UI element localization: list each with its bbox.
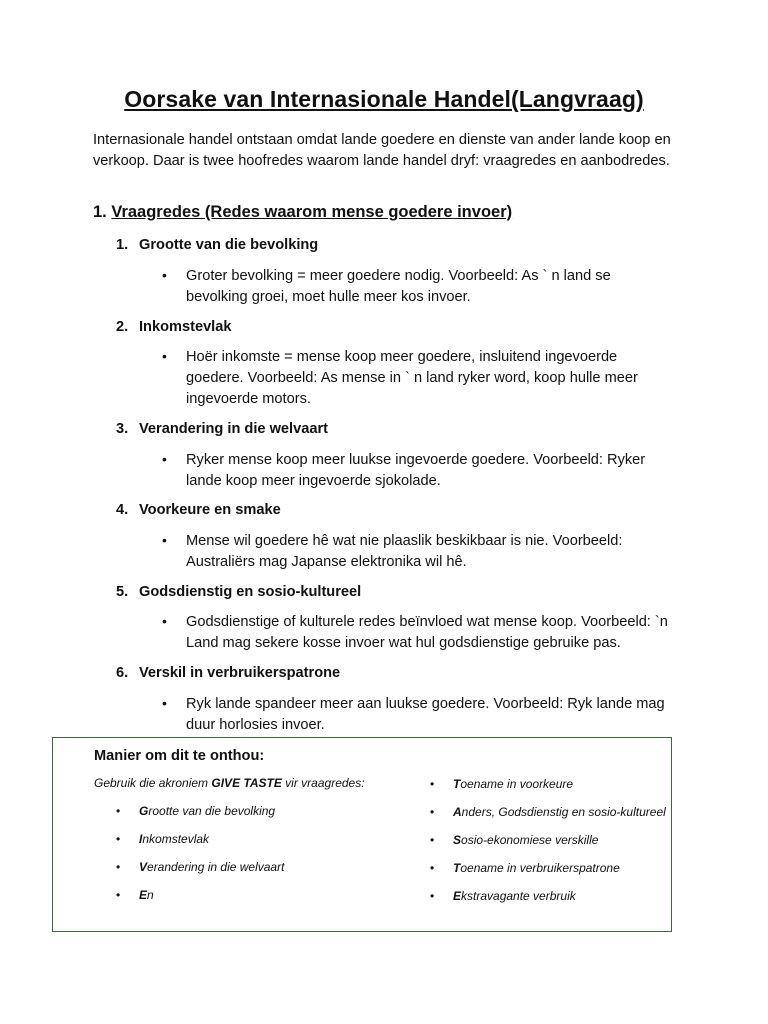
acronym-letter: G bbox=[139, 804, 149, 818]
reason-title: Grootte van die bevolking bbox=[139, 237, 319, 253]
reason-title: Verandering in die welvaart bbox=[139, 421, 328, 437]
memory-intro-text: Gebruik die akroniem bbox=[94, 776, 212, 790]
bullet-icon: • bbox=[162, 451, 167, 467]
acronym-word: erandering in die welvaart bbox=[147, 860, 285, 874]
acronym-word: rootte van die bevolking bbox=[148, 804, 276, 818]
acronym-word: nders, Godsdienstig en sosio-kultureel bbox=[461, 805, 666, 819]
acronym-word: osio-ekonomiese verskille bbox=[461, 833, 599, 847]
acronym-letter: T bbox=[453, 777, 461, 791]
reason-description: Mense wil goedere hê wat nie plaaslik beskikbaar is nie. Voorbeeld: Australiërs mag Japanse elektronika wil hê. bbox=[186, 533, 623, 570]
bullet-icon: • bbox=[116, 860, 121, 874]
acronym-letter: A bbox=[453, 805, 462, 819]
reason-heading bbox=[116, 237, 318, 253]
reason-description: Ryk lande spandeer meer aan luukse goedere. Voorbeeld: Ryk lande mag duur horlosies invoer. bbox=[186, 696, 665, 733]
acronym-word: oename in verbruikerspatrone bbox=[460, 861, 620, 875]
acronym-letter: E bbox=[453, 889, 462, 903]
bullet-icon: • bbox=[116, 888, 121, 902]
bullet-icon: • bbox=[430, 861, 435, 875]
bullet-icon: • bbox=[430, 889, 435, 903]
memory-aid-intro bbox=[94, 776, 365, 790]
reason-heading bbox=[116, 502, 281, 518]
bullet-icon: • bbox=[162, 532, 167, 548]
reason-heading bbox=[116, 421, 328, 437]
bullet-icon: • bbox=[162, 348, 167, 364]
reason-heading bbox=[116, 665, 340, 681]
acronym-word: oename in voorkeure bbox=[460, 777, 574, 791]
bullet-icon: • bbox=[116, 832, 121, 846]
reason-description: Ryker mense koop meer luukse ingevoerde goedere. Voorbeeld: Ryker lande koop meer ingevoerde sjokolade. bbox=[186, 452, 646, 489]
section-title: Vraagredes (Redes waarom mense goedere invoer) bbox=[111, 203, 513, 221]
reason-heading bbox=[116, 319, 231, 335]
acronym-letter: S bbox=[453, 833, 462, 847]
memory-aid-title: Manier om dit te onthou: bbox=[94, 748, 265, 764]
reason-number: 1. bbox=[116, 237, 129, 253]
reason-title: Inkomstevlak bbox=[139, 319, 232, 335]
bullet-icon: • bbox=[430, 777, 435, 791]
acronym-word: kstravagante verbruik bbox=[461, 889, 576, 903]
memory-aid-box bbox=[52, 737, 672, 932]
bullet-icon: • bbox=[430, 805, 435, 819]
section-heading bbox=[93, 203, 512, 222]
reason-description: Hoër inkomste = mense koop meer goedere, insluitend ingevoerde goedere. Voorbeeld: As mense in ` n land ryker word, koop hulle meer ingevoerde motors. bbox=[186, 349, 638, 407]
acronym-letter: V bbox=[139, 860, 148, 874]
acronym-letter: E bbox=[139, 888, 148, 902]
reason-title: Voorkeure en smake bbox=[139, 502, 281, 518]
reason-description: Groter bevolking = meer goedere nodig. Voorbeeld: As ` n land se bevolking groei, moet hulle meer kos invoer. bbox=[186, 268, 611, 305]
acronym-letter: I bbox=[139, 832, 143, 846]
reason-number: 4. bbox=[116, 502, 129, 518]
reason-number: 5. bbox=[116, 584, 129, 600]
reason-description: Godsdienstige of kulturele redes beïnvloed wat mense koop. Voorbeeld: `n Land mag sekere kosse invoer wat hul godsdienstige gebruike pas. bbox=[186, 614, 668, 651]
reason-title: Verskil in verbruikerspatrone bbox=[139, 665, 341, 681]
reason-number: 2. bbox=[116, 319, 129, 335]
bullet-icon: • bbox=[116, 804, 121, 818]
reason-title: Godsdienstig en sosio-kultureel bbox=[139, 584, 362, 600]
reason-heading bbox=[116, 584, 361, 600]
section-number: 1. bbox=[93, 203, 107, 221]
acronym-letter: T bbox=[453, 861, 461, 875]
acronym-word: nkomstevlak bbox=[142, 832, 210, 846]
acronym-word: n bbox=[147, 888, 154, 902]
memory-intro-text: vir vraagredes: bbox=[281, 776, 365, 790]
acronym-label: GIVE TASTE bbox=[211, 776, 282, 790]
bullet-icon: • bbox=[162, 267, 167, 283]
document-title: Oorsake van Internasionale Handel(Langvraag) bbox=[124, 86, 644, 112]
bullet-icon: • bbox=[430, 833, 435, 847]
reason-number: 3. bbox=[116, 421, 129, 437]
bullet-icon: • bbox=[162, 695, 167, 711]
reason-number: 6. bbox=[116, 665, 129, 681]
bullet-icon: • bbox=[162, 613, 167, 629]
intro-paragraph: Internasionale handel ontstaan omdat lande goedere en dienste van ander lande koop en verkoop. Daar is twee hoofredes waarom lande handel dryf: vraagredes en aanbodredes. bbox=[93, 132, 671, 169]
